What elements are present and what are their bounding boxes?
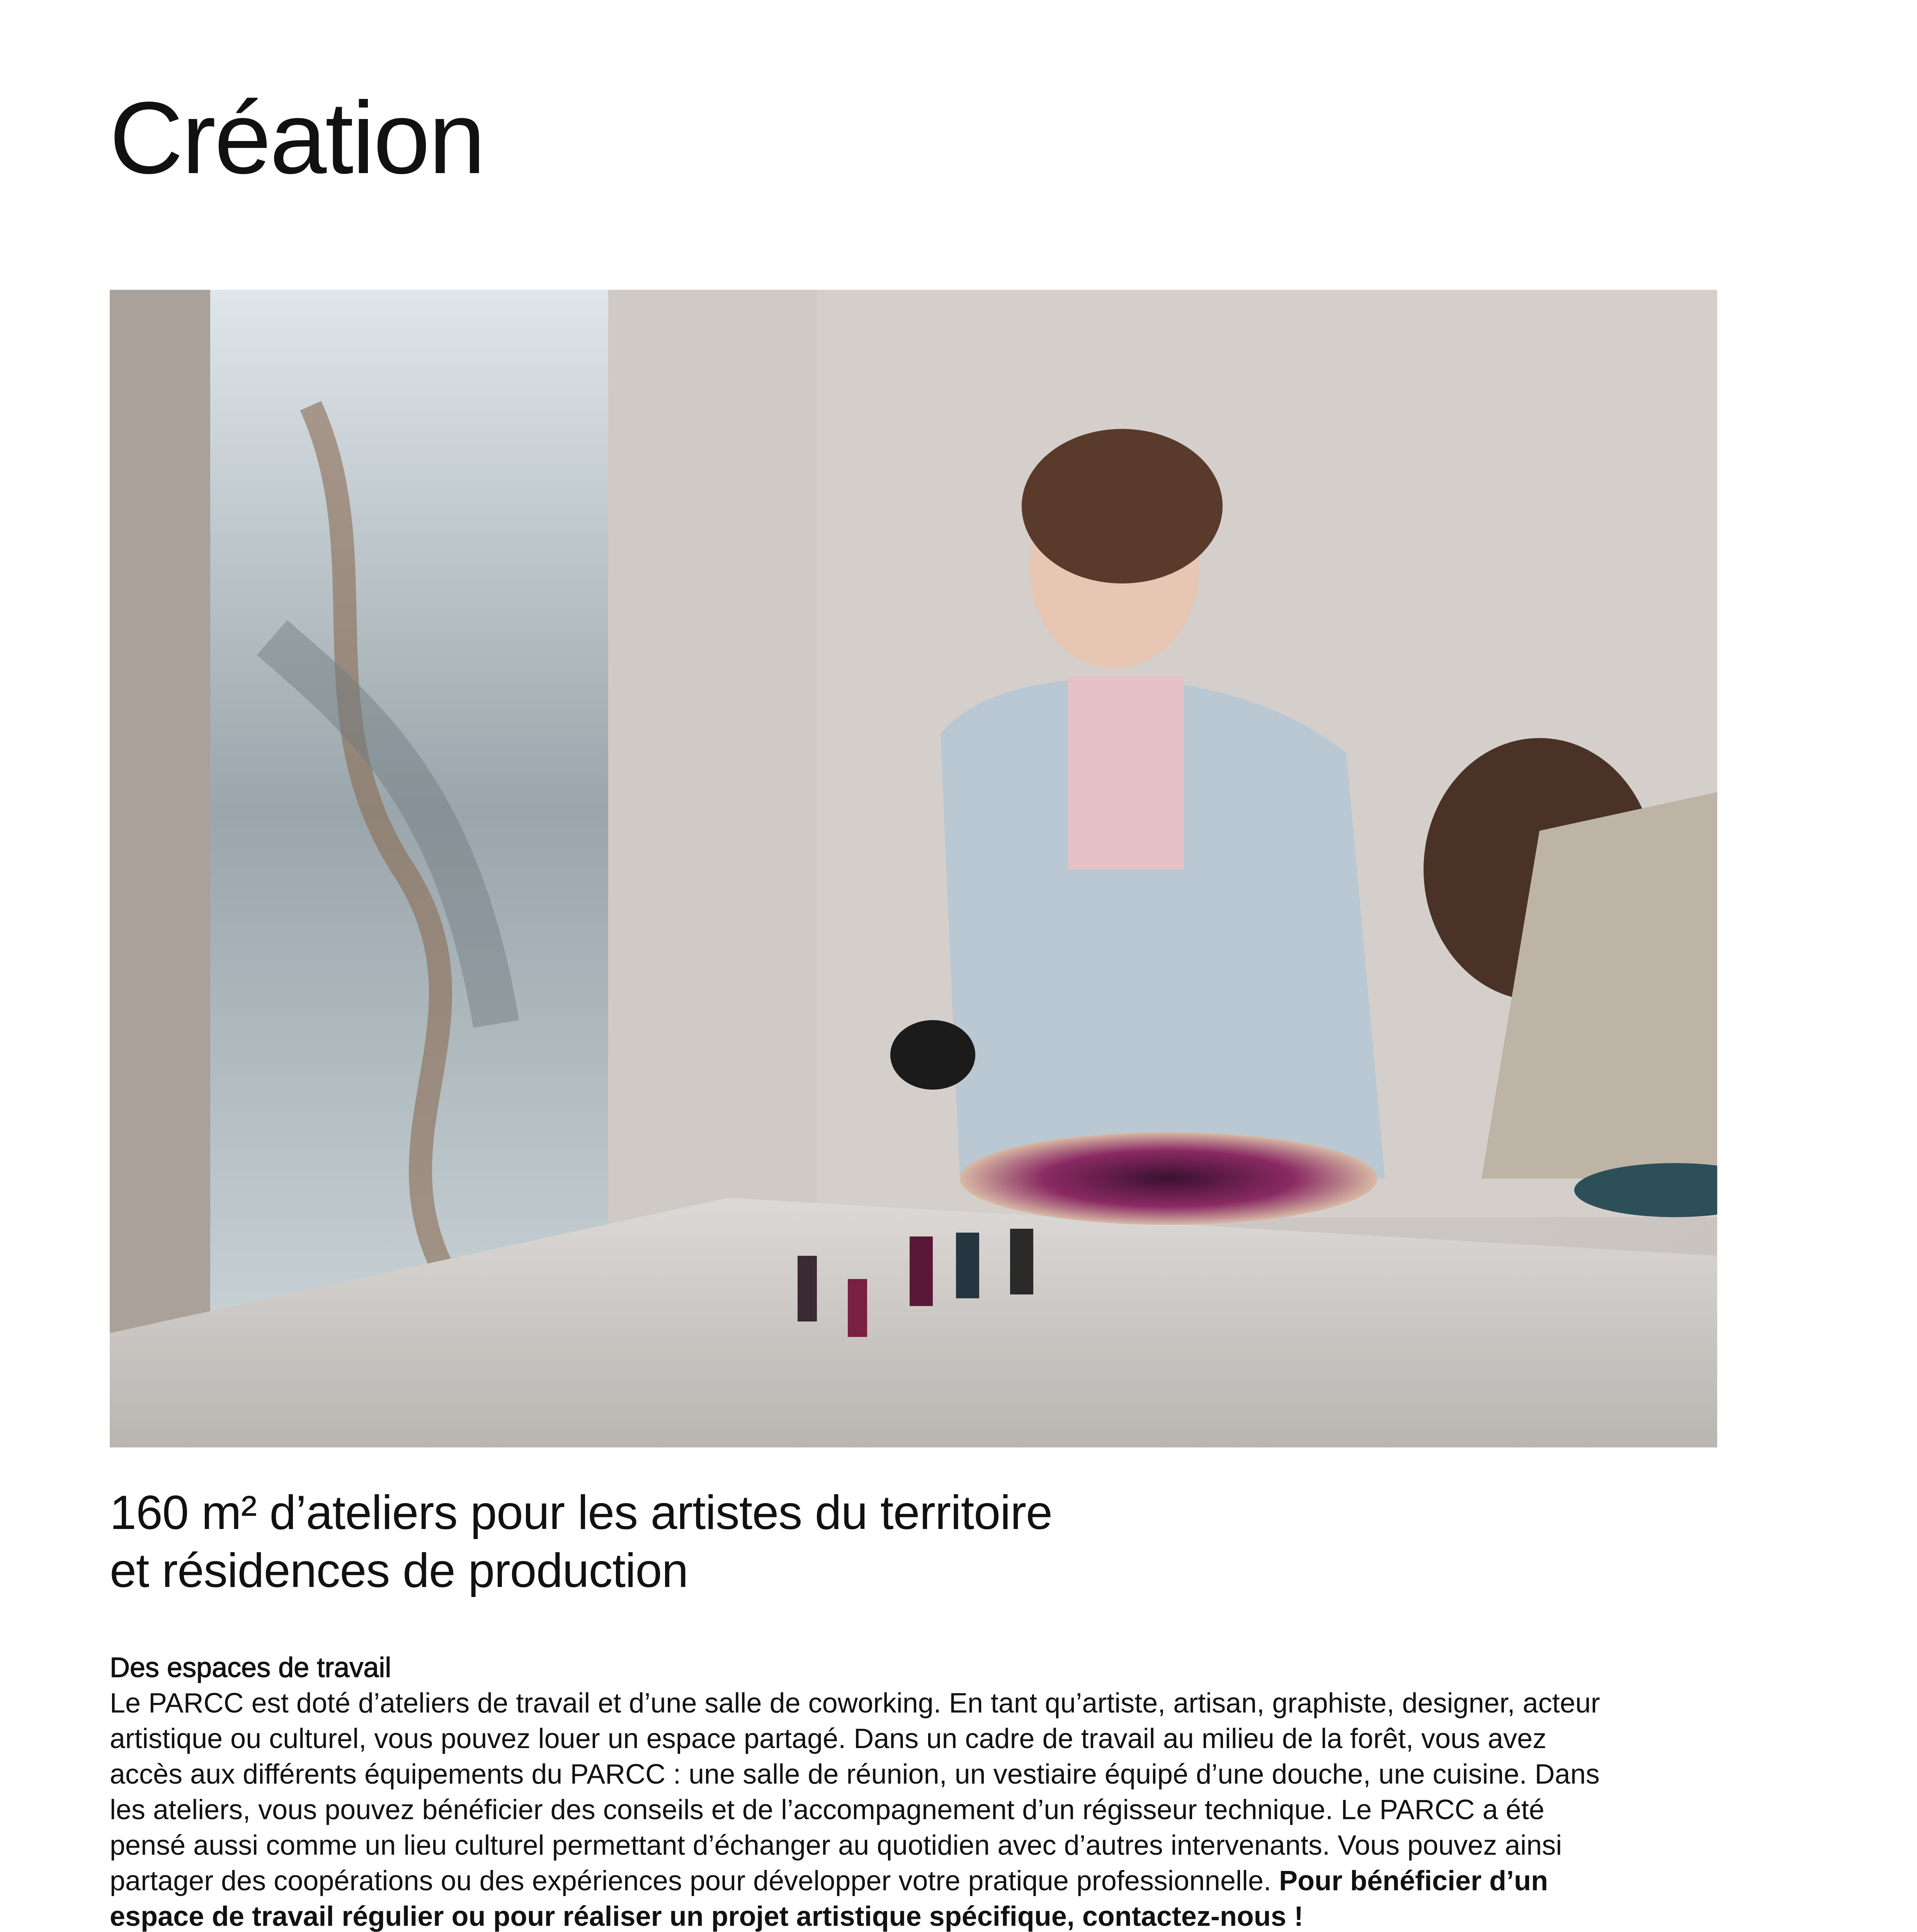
artists-working-image [110, 290, 1717, 1447]
section-workspaces [110, 1650, 1617, 1932]
section-paragraph: Le PARCC est doté d’ateliers de travail et d’une salle de coworking. En tant qu’artiste, artisan, graphiste, designer, acteur artistique ou culturel, vous pouvez louer un espace partagé. Dans un cadre de travail au milieu de la forêt, vous avez accès aux différents équipements du PARCC : une salle de réunion, un vestiaire équipé d’une douche, une cuisine. Dans les ateliers, vous pouvez bénéficier des conseils et de l’accompagnement d’un régisseur technique. Le PARCC a été pensé aussi comme un lieu culturel permettant d’échanger au quotidien avec d’autres intervenants. Vous pouvez ainsi partager des coopérations ou des expériences pour développer votre pratique professionnelle. [110, 1688, 1600, 1896]
page-title: Création [109, 81, 484, 195]
section-subtitle [110, 1484, 1501, 1600]
subtitle-line-2: et résidences de production [110, 1544, 688, 1597]
body-text [110, 1650, 1617, 1932]
contact-callout: Pour bénéficier d’un espace de travail régulier ou pour réaliser un projet artistique spécifique, contactez-nous ! [110, 1866, 1548, 1932]
subtitle-line-1: 160 m² d’ateliers pour les artistes du territoire [110, 1486, 1052, 1539]
section-heading: Des espaces de travail [110, 1652, 391, 1683]
hero-photo [110, 290, 1717, 1447]
